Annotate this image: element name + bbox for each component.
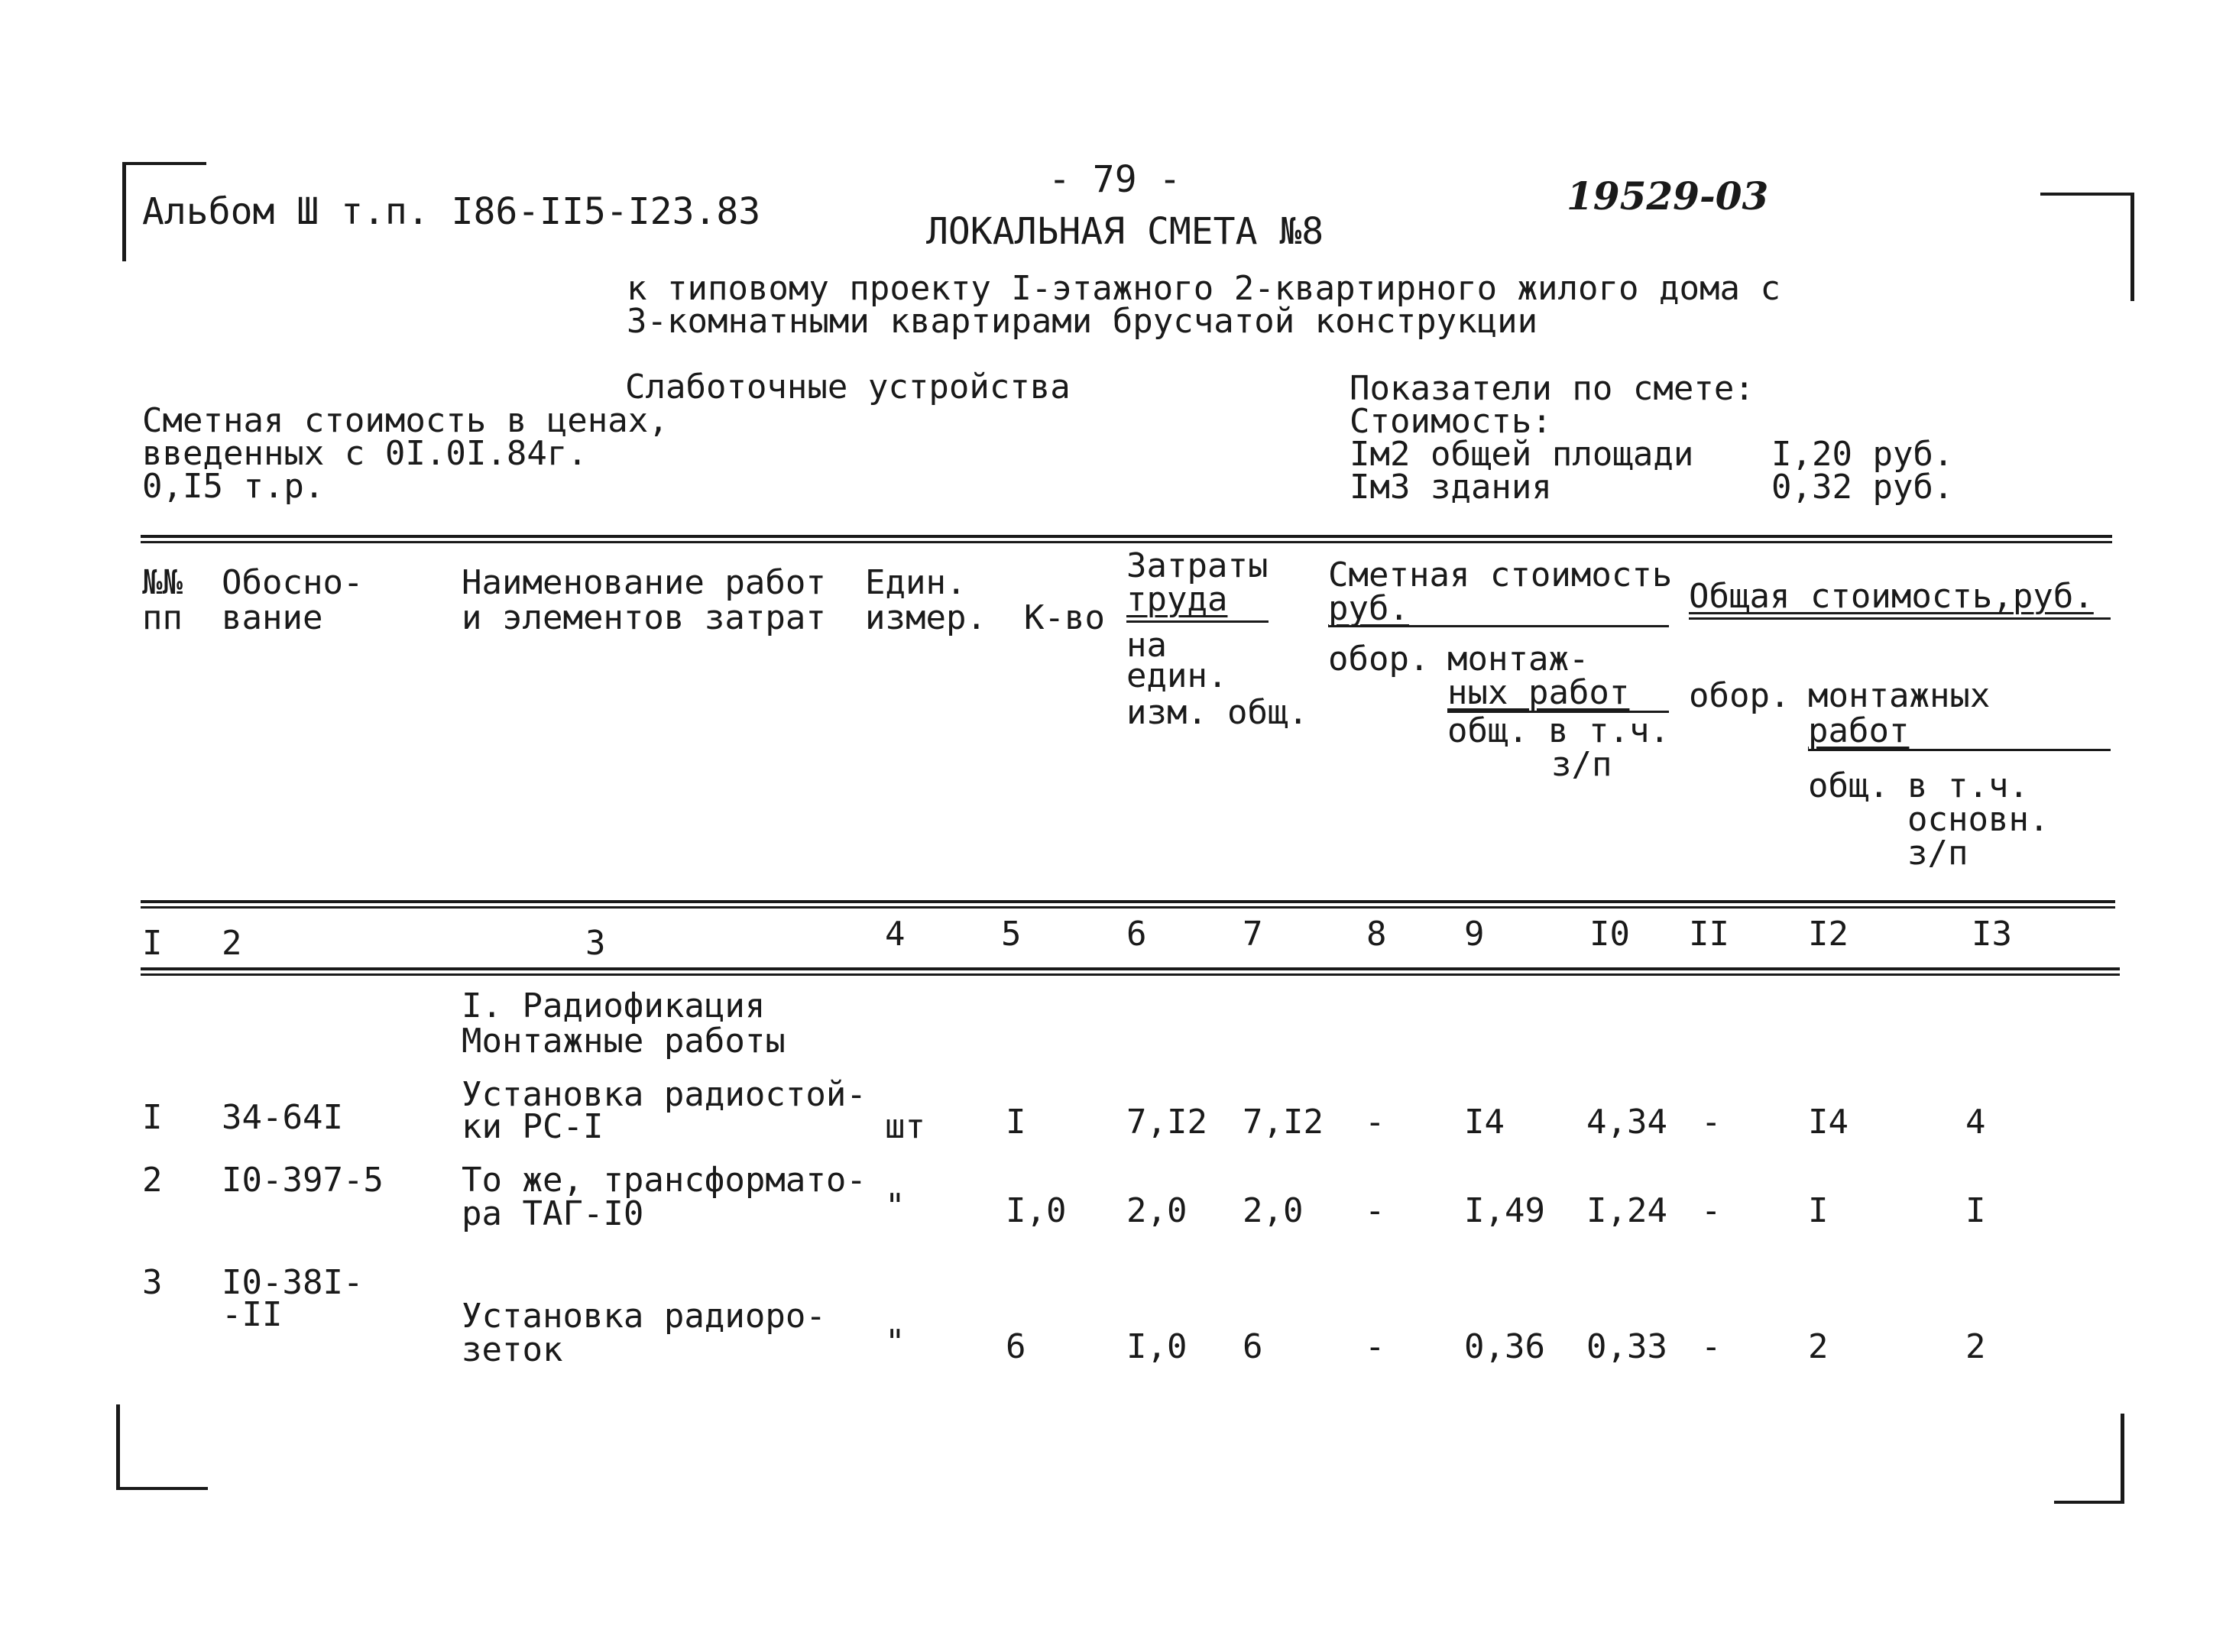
row-1-mounting: I4 [1464,1103,1505,1142]
row-3-labor-total: 6 [1243,1327,1263,1366]
frame-corner-top-left-vertical [122,162,126,261]
column-number-8: 8 [1366,915,1387,954]
row-1-equipment: - [1365,1103,1385,1142]
estimate-mounting-header-2: ных работ [1447,673,1630,712]
row-3-equipment: - [1365,1327,1385,1366]
col-basis-header [222,565,363,636]
col-number-header-line-1: №№ [142,563,183,602]
estimate-cost-unit: руб. [1328,589,1409,628]
row-1-basis: 34-64I [222,1098,343,1137]
frame-corner-top-left-horizontal [122,162,206,165]
row-2-number: 2 [142,1161,163,1200]
frame-corner-top-right-horizontal [2040,193,2134,196]
row-1-total-equipment: - [1701,1103,1722,1142]
section-title-mounting: Монтажные работы [462,1022,786,1061]
col-unit-header [865,565,987,636]
estimate-wage-header-1: в т.ч. [1548,711,1670,750]
indicator-area-value: I,20 руб. [1771,435,1954,474]
row-3-quantity: 6 [1006,1327,1026,1366]
labor-header-4: един. [1126,656,1228,695]
row-3-labor-unit: I,0 [1126,1327,1188,1366]
column-number-9: 9 [1464,915,1485,954]
row-1-number: I [142,1098,163,1137]
row-3-basis-line-1: I0-38I- [222,1263,364,1302]
row-1-unit: шт [885,1107,925,1146]
row-1-wage: 4,34 [1586,1103,1667,1142]
column-number-5: 5 [1001,915,1022,954]
section-title-radio: I. Радиофикация [462,986,766,1025]
labor-header-5: изм. [1126,693,1207,732]
cost-info-line-1: Сметная стоимость в ценах, [142,401,669,440]
estimate-wage-header-2: з/п [1551,745,1612,784]
total-mounting-rule [1808,749,2111,751]
column-number-4: 4 [885,915,906,954]
col-name-header [462,565,826,636]
row-2-total-wage: I [1965,1191,1986,1230]
column-number-11: II [1689,915,1729,954]
row-2-quantity: I,0 [1006,1191,1067,1230]
col-number-header [142,565,183,636]
row-2-name-line-2: ра ТАГ-I0 [462,1194,644,1233]
total-cost-header: Общая стоимость,руб. [1689,577,2094,616]
project-subtitle-line-2: 3-комнатными квартирами брусчатой конструкции [627,302,1538,341]
frame-corner-bottom-right-vertical [2121,1414,2124,1504]
row-2-total-equipment: - [1701,1191,1722,1230]
column-number-1: I [142,924,163,963]
total-mounting-header-1: монтажных [1808,676,1991,715]
section-name: Слаботочные устройства [625,368,1071,407]
cost-info-line-2: введенных с 0I.0I.84г. [142,434,588,473]
row-2-wage: I,24 [1586,1191,1667,1230]
frame-corner-top-right-vertical [2130,193,2134,301]
col-name-header-line-2: и элементов затрат [462,598,826,637]
indicators-title: Показатели по смете: [1350,369,1755,408]
total-mounting-header-2: работ [1808,711,1910,750]
row-2-unit: " [885,1187,906,1226]
row-2-basis: I0-397-5 [222,1161,384,1200]
row-3-mounting: 0,36 [1464,1327,1545,1366]
estimate-equipment-header: обор. [1328,640,1430,679]
total-wage-header-3: з/п [1907,834,1968,873]
total-wage-header-2: основн. [1907,800,2049,839]
col-basis-header-line-1: Обосно- [222,563,364,602]
col-number-header-line-2: пп [142,598,183,637]
col-quantity-header: К-во [1024,598,1105,637]
labor-header-3: на [1126,626,1167,665]
row-2-mounting: I,49 [1464,1191,1545,1230]
row-1-name-line-1: Установка радиостой- [462,1075,867,1114]
column-number-12: I2 [1808,915,1849,954]
row-3-name-line-2: зеток [462,1330,563,1369]
row-1-name-line-2: ки РС-I [462,1107,604,1146]
frame-corner-bottom-right-horizontal [2054,1501,2124,1504]
row-1-quantity: I [1006,1103,1026,1142]
page-number: - 79 - [1048,158,1181,201]
indicators-subtitle: Стоимость: [1350,402,1552,441]
col-name-header-line-1: Наименование работ [462,563,826,602]
column-number-7: 7 [1243,915,1263,954]
labor-header-6: общ. [1227,693,1308,732]
album-reference: Альбом Ш т.п. I86-II5-I23.83 [142,190,761,233]
table-top-rule [141,535,2112,538]
header-bottom-rule [141,900,2115,903]
row-2-labor-unit: 2,0 [1126,1191,1188,1230]
col-basis-header-line-2: вание [222,598,323,637]
row-3-name-line-1: Установка радиоро- [462,1297,826,1336]
row-3-total-mounting: 2 [1808,1327,1829,1366]
project-subtitle-line-1: к типовому проекту I-этажного 2-квартирного жилого дома с [627,269,1781,308]
labor-header-1: Затраты [1126,546,1269,585]
total-wage-header-1: в т.ч. [1907,766,2029,805]
column-number-2: 2 [222,924,242,963]
row-1-total-mounting: I4 [1808,1103,1849,1142]
estimate-total-header: общ. [1447,711,1528,750]
labor-header-2: труда [1126,580,1228,619]
row-1-total-wage: 4 [1965,1103,1986,1142]
column-number-10: I0 [1589,915,1630,954]
column-number-3: 3 [585,924,606,963]
row-2-labor-total: 2,0 [1243,1191,1304,1230]
row-3-basis-line-2: -II [222,1295,283,1334]
frame-corner-bottom-left-vertical [116,1404,120,1490]
labor-header-rule [1126,620,1269,623]
column-number-13: I3 [1972,915,2012,954]
frame-corner-bottom-left-horizontal [116,1487,208,1490]
row-2-name-line-1: То же, трансформато- [462,1161,867,1200]
row-3-unit: " [885,1323,906,1362]
col-unit-header-line-1: Един. [865,563,967,602]
indicator-volume-label: Iм3 здания [1350,468,1552,507]
row-2-total-mounting: I [1808,1191,1829,1230]
estimate-mounting-header-1: монтаж- [1447,640,1589,679]
row-3-number: 3 [142,1263,163,1302]
estimate-title: ЛОКАЛЬНАЯ СМЕТА №8 [926,210,1324,253]
row-1-labor-unit: 7,I2 [1126,1103,1207,1142]
indicator-area-label: Iм2 общей площади [1350,435,1694,474]
col-unit-header-line-2: измер. [865,598,987,637]
row-2-equipment: - [1365,1191,1385,1230]
indicator-volume-value: 0,32 руб. [1771,468,1954,507]
cost-info-line-3: 0,I5 т.р. [142,467,325,506]
row-3-wage: 0,33 [1586,1327,1667,1366]
column-number-6: 6 [1126,915,1147,954]
row-3-total-equipment: - [1701,1327,1722,1366]
estimate-cost-header: Сметная стоимость [1328,556,1673,594]
total-equipment-header: обор. [1689,676,1790,715]
estimate-cost-rule [1328,625,1669,627]
total-cost-rule [1689,617,2111,620]
row-3-total-wage: 2 [1965,1327,1986,1366]
total-total-header: общ. [1808,766,1889,805]
column-numbers-bottom-rule [141,967,2120,970]
row-1-labor-total: 7,I2 [1243,1103,1324,1142]
document-number: 19529-03 [1567,173,1769,219]
